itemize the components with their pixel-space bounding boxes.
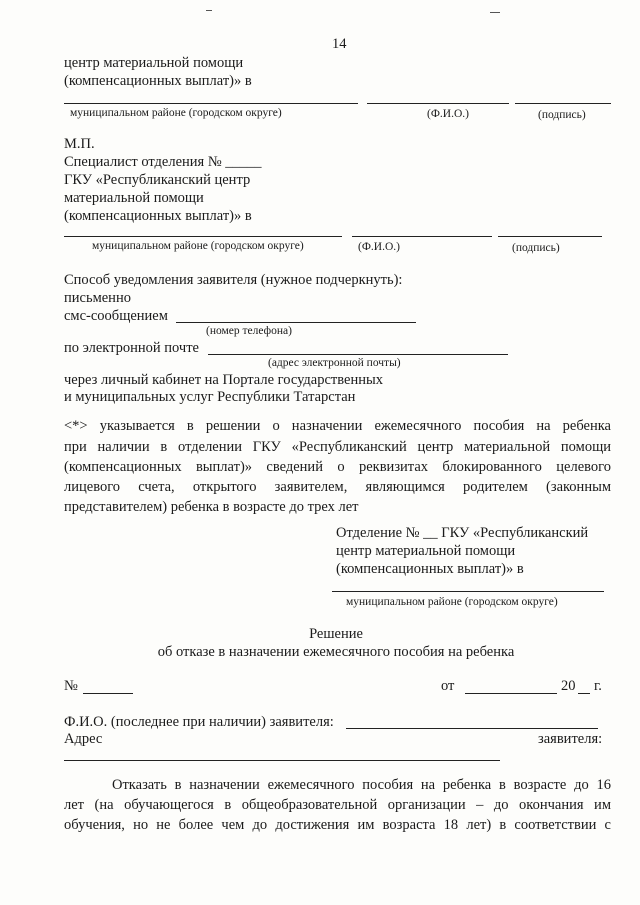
- block1-fio-caption: (Ф.И.О.): [427, 108, 469, 120]
- phone-caption: (номер телефона): [206, 325, 292, 337]
- block2-line2: ГКУ «Республиканский центр: [64, 172, 251, 188]
- block2-district-caption: муниципальном районе (городском округе): [92, 240, 304, 252]
- applicant-address-line[interactable]: [64, 760, 500, 761]
- block1-district-caption: муниципальном районе (городском округе): [70, 107, 282, 119]
- notify-sms-label: смс-сообщением: [64, 308, 168, 324]
- block2-line1: Специалист отделения № _____: [64, 154, 262, 170]
- applicant-fio-line[interactable]: [346, 728, 598, 729]
- decision-year-prefix: 20: [561, 678, 576, 694]
- decision-title: Решение: [309, 626, 363, 642]
- scan-speck: [206, 10, 212, 11]
- decision-year-suffix: г.: [594, 678, 602, 694]
- notify-heading: Способ уведомления заявителя (нужное подчеркнуть):: [64, 272, 403, 288]
- block2-fio-caption: (Ф.И.О.): [358, 241, 400, 253]
- decision-number-line[interactable]: [83, 693, 133, 694]
- email-field-line[interactable]: [208, 354, 508, 355]
- footnote-line2: при наличии в отделении ГКУ «Республиканский центр материальной помощи: [64, 439, 611, 455]
- block1-fio-line: [367, 103, 509, 104]
- footnote-line5: представителем) ребенка в возрасте до трех лет: [64, 499, 359, 515]
- dept-line2: центр материальной помощи: [336, 543, 516, 559]
- decision-body-line3: обучения, но не более чем до достижения им возраста 18 лет) в соответствии с: [64, 817, 611, 833]
- applicant-address-suffix: заявителя:: [538, 731, 603, 747]
- phone-field-line[interactable]: [176, 322, 416, 323]
- dept-district-caption: муниципальном районе (городском округе): [346, 596, 558, 608]
- dept-district-line: [332, 591, 604, 592]
- notify-portal-line2: и муниципальных услуг Республики Татарстан: [64, 389, 356, 405]
- footnote-line3: (компенсационных выплат)» сведений о реквизитах блокированного целевого: [64, 459, 611, 475]
- dept-line3: (компенсационных выплат)» в: [336, 561, 524, 577]
- block2-fio-line: [352, 236, 492, 237]
- block2-sign-line: [498, 236, 602, 237]
- decision-body-line2: лет (на обучающегося в общеобразовательной организации – до окончания им: [64, 797, 611, 813]
- block2-line4: (компенсационных выплат)» в: [64, 208, 252, 224]
- decision-number-label: №: [64, 678, 78, 694]
- applicant-address-label: Адрес: [64, 731, 103, 747]
- block2-district-line: [64, 236, 342, 237]
- block1-district-line: [64, 103, 358, 104]
- decision-body-line1: Отказать в назначении ежемесячного пособия на ребенка в возрасте до 16: [112, 777, 611, 793]
- block1-sign-caption: (подпись): [538, 109, 586, 121]
- dept-line1: Отделение № __ ГКУ «Республиканский: [336, 525, 589, 541]
- footnote-line1: <*> указывается в решении о назначении ежемесячного пособия на ребенка: [64, 418, 611, 434]
- decision-year-line[interactable]: [578, 693, 590, 694]
- block1-line2: (компенсационных выплат)» в: [64, 73, 252, 89]
- notify-written: письменно: [64, 290, 131, 306]
- decision-subtitle: об отказе в назначении ежемесячного пособия на ребенка: [157, 644, 515, 660]
- block2-sign-caption: (подпись): [512, 242, 560, 254]
- email-caption: (адрес электронной почты): [268, 357, 401, 369]
- block1-sign-line: [515, 103, 611, 104]
- decision-date-line[interactable]: [465, 693, 557, 694]
- decision-date-from: от: [441, 678, 455, 694]
- footnote-line4: лицевого счета, открытого заявителем, являющимся родителем (законным: [64, 479, 611, 495]
- block2-line3: материальной помощи: [64, 190, 204, 206]
- page-number: 14: [332, 36, 347, 52]
- stamp-place-label: М.П.: [64, 136, 95, 152]
- notify-portal-line1: через личный кабинет на Портале государственных: [64, 372, 383, 388]
- scan-speck: [490, 12, 500, 13]
- notify-email-label: по электронной почте: [64, 340, 199, 356]
- applicant-fio-label: Ф.И.О. (последнее при наличии) заявителя:: [64, 714, 334, 730]
- block1-line1: центр материальной помощи: [64, 55, 244, 71]
